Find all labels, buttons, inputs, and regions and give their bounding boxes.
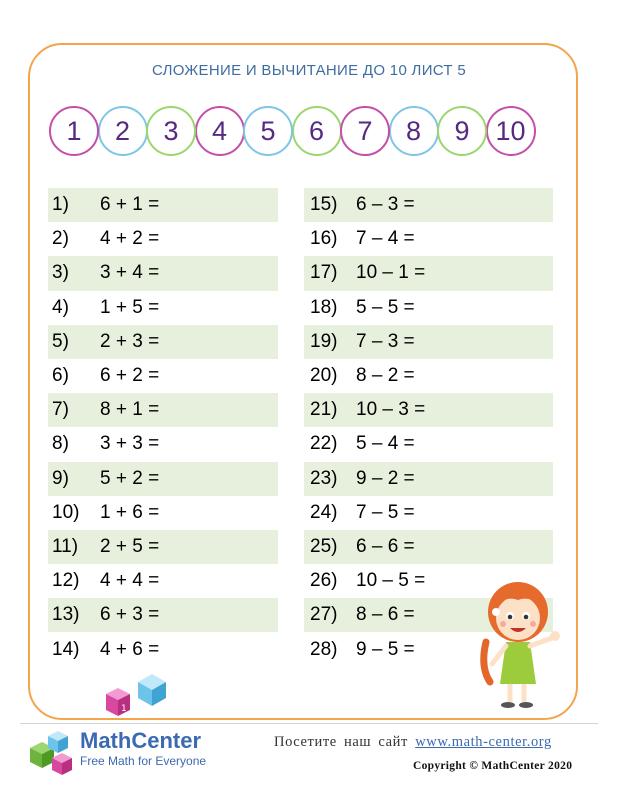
problem-number: 27) (310, 604, 338, 626)
problem-number: 2) (52, 228, 69, 250)
number-circle: 7 (340, 106, 390, 156)
problem-row (304, 427, 553, 461)
problem-number: 20) (310, 365, 338, 387)
problem-expression: 4 + 4 = (100, 570, 160, 592)
problem-expression: 8 – 6 = (356, 604, 415, 626)
problem-number: 10) (52, 501, 80, 523)
problem-row (48, 256, 278, 290)
number-circle: 10 (486, 106, 536, 156)
number-circle: 4 (195, 106, 245, 156)
website-link[interactable]: www.math-center.org (415, 734, 552, 750)
brand-tagline: Free Math for Everyone (80, 754, 207, 768)
number-circle: 1 (49, 106, 99, 156)
problem-expression: 6 + 2 = (100, 365, 160, 387)
problem-number: 12) (52, 570, 80, 592)
problem-row (48, 291, 278, 325)
problem-number: 23) (310, 467, 338, 489)
problem-row (304, 291, 553, 325)
mathcenter-logo-icon (24, 728, 74, 778)
number-circle: 2 (98, 106, 148, 156)
problem-expression: 9 – 5 = (356, 638, 415, 660)
visit-line (274, 734, 552, 751)
footer-divider (20, 723, 598, 724)
problem-number: 26) (310, 570, 338, 592)
problem-number: 14) (52, 638, 80, 660)
problem-number: 22) (310, 433, 338, 455)
problem-expression: 3 + 4 = (100, 262, 160, 284)
problems-left-column (48, 188, 278, 667)
problem-expression: 7 – 4 = (356, 228, 415, 250)
problem-number: 17) (310, 262, 338, 284)
problem-row (304, 393, 553, 427)
problem-number: 3) (52, 262, 69, 284)
problem-row (304, 325, 553, 359)
problem-row (304, 496, 553, 530)
problem-row (48, 496, 278, 530)
problem-expression: 1 + 6 = (100, 501, 160, 523)
problem-number: 19) (310, 330, 338, 352)
problem-number: 1) (52, 194, 69, 216)
copyright: Copyright © MathCenter 2020 (413, 760, 573, 772)
visit-text: Посетите наш сайт (274, 734, 408, 750)
problem-expression: 8 + 1 = (100, 399, 160, 421)
problem-expression: 8 – 2 = (356, 365, 415, 387)
problem-number: 5) (52, 330, 69, 352)
problem-row (304, 359, 553, 393)
problem-expression: 2 + 3 = (100, 330, 160, 352)
problem-number: 15) (310, 194, 338, 216)
problem-expression: 4 + 2 = (100, 228, 160, 250)
problem-row (48, 564, 278, 598)
problem-row (304, 462, 553, 496)
problem-number: 18) (310, 296, 338, 318)
problem-expression: 10 – 1 = (356, 262, 426, 284)
svg-text:1: 1 (121, 704, 127, 714)
problem-row (48, 325, 278, 359)
number-circle: 8 (389, 106, 439, 156)
problem-expression: 6 – 3 = (356, 194, 415, 216)
problem-expression: 9 – 2 = (356, 467, 415, 489)
problem-expression: 7 – 5 = (356, 501, 415, 523)
problem-row (48, 632, 278, 666)
problem-row (304, 256, 553, 290)
problem-number: 9) (52, 467, 69, 489)
number-line (49, 106, 549, 160)
girl-illustration (478, 572, 568, 712)
problem-expression: 2 + 5 = (100, 535, 160, 557)
problem-number: 24) (310, 501, 338, 523)
problem-row (48, 188, 278, 222)
worksheet-title: СЛОЖЕНИЕ И ВЫЧИТАНИЕ ДО 10 ЛИСТ 5 (151, 62, 466, 79)
problem-number: 8) (52, 433, 69, 455)
problem-expression: 10 – 3 = (356, 399, 426, 421)
number-circle: 5 (243, 106, 293, 156)
problem-expression: 6 – 6 = (356, 535, 415, 557)
brand-name: MathCenter (80, 728, 202, 753)
problem-row (48, 427, 278, 461)
problem-expression: 4 + 6 = (100, 638, 160, 660)
number-circle: 6 (292, 106, 342, 156)
number-circle: 9 (437, 106, 487, 156)
problem-row (48, 393, 278, 427)
problem-row (304, 222, 553, 256)
problem-row (48, 359, 278, 393)
problem-number: 28) (310, 638, 338, 660)
problem-number: 7) (52, 399, 69, 421)
problem-expression: 5 – 4 = (356, 433, 415, 455)
problem-row (48, 462, 278, 496)
problem-row (48, 598, 278, 632)
number-circle: 3 (146, 106, 196, 156)
problem-expression: 5 – 5 = (356, 296, 415, 318)
dice-icon (102, 670, 172, 718)
problem-number: 6) (52, 365, 69, 387)
problem-expression: 1 + 5 = (100, 296, 160, 318)
problem-number: 25) (310, 535, 338, 557)
problem-number: 21) (310, 399, 338, 421)
problem-expression: 3 + 3 = (100, 433, 160, 455)
problem-number: 13) (52, 604, 80, 626)
problem-row (48, 222, 278, 256)
problem-number: 16) (310, 228, 338, 250)
problem-expression: 7 – 3 = (356, 330, 415, 352)
problem-number: 11) (52, 535, 79, 557)
problem-number: 4) (52, 296, 69, 318)
problem-expression: 6 + 1 = (100, 194, 160, 216)
problem-expression: 10 – 5 = (356, 570, 426, 592)
problem-row (304, 188, 553, 222)
problem-expression: 5 + 2 = (100, 467, 160, 489)
problem-expression: 6 + 3 = (100, 604, 160, 626)
problem-row (304, 530, 553, 564)
problem-row (48, 530, 278, 564)
